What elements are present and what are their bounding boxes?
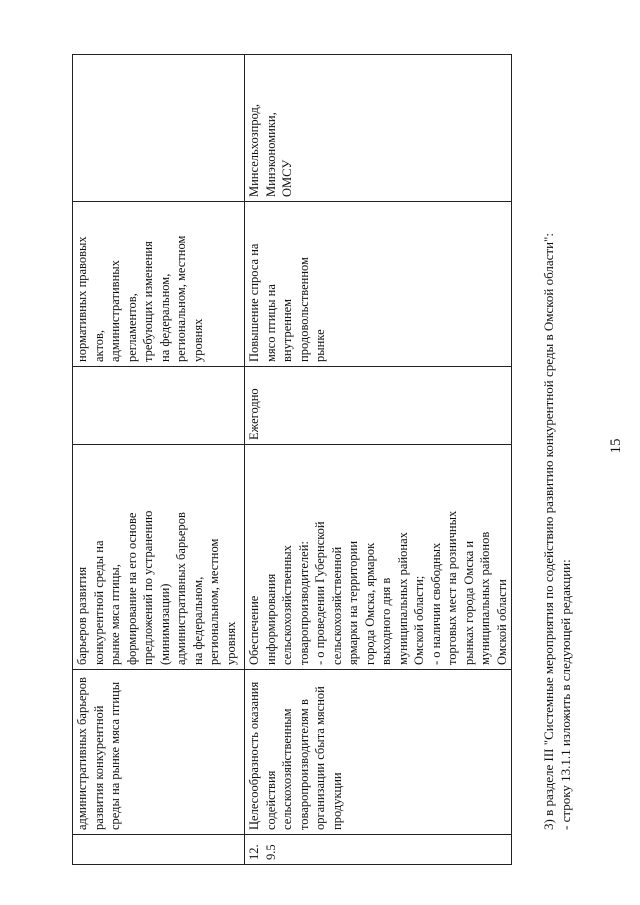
cell-description [245,445,512,670]
cell-term [245,367,512,445]
cell-measure [245,670,512,835]
cell-num [245,835,512,865]
cell-description [73,445,245,670]
footer-text [540,233,574,830]
page-number: 15 [608,438,624,454]
cell-result-text: нормативных правовых актов, административных регламентов, требующих изменения на федеральном, региональном, местном уровнях [75,235,205,362]
cell-description-text: Обеспечение информирования сельскохозяйственных товаропроизводителей: - о проведении Губернской сельскохозяйственной ярмарки на территории города Омска, ярмарок выходного дня в муниципальных районах Омской области; - о наличии свободных торговых мест на розничных рынках города Омска и муниципальных районов Омской области [247,510,509,665]
cell-executor-text: Минсельхозпрод, Минэкономики, ОМСУ [247,104,294,197]
cell-num-text: 12.9.5 [247,844,278,860]
footer-line-2: - строку 13.1.1 изложить в следующей редакции: [558,559,573,830]
cell-measure-text: административных барьеров развития конкурентной среды на рынке мяса птицы [75,677,122,830]
cell-term [73,367,245,445]
cell-num [73,835,245,865]
cell-result-text: Повышение спроса на мясо птицы на внутреннем продовольственном рынке [247,243,327,362]
cell-result [245,202,512,367]
footer-line-1: 3) в разделе III "Системные мероприятия по содействию развитию конкурентной среды в Омской области": [541,233,556,830]
cell-measure-text: Целесообразность оказания содействия сельскохозяйственным товаропроизводителям в организации сбыта мясной продукции [247,681,344,830]
table-row [73,55,245,865]
cell-measure [73,670,245,835]
cell-term-text: Ежегодно [247,388,261,440]
cell-description-text: барьеров развития конкурентной среды на рынке мяса птицы, формирование на его основе предложений по устранению (минимизации) административных барьеров на федеральном, региональном, местном уровнях [75,510,238,665]
cell-executor [245,55,512,202]
table-row [245,55,512,865]
cell-result [73,202,245,367]
measures-table [72,54,512,865]
cell-executor [73,55,245,202]
